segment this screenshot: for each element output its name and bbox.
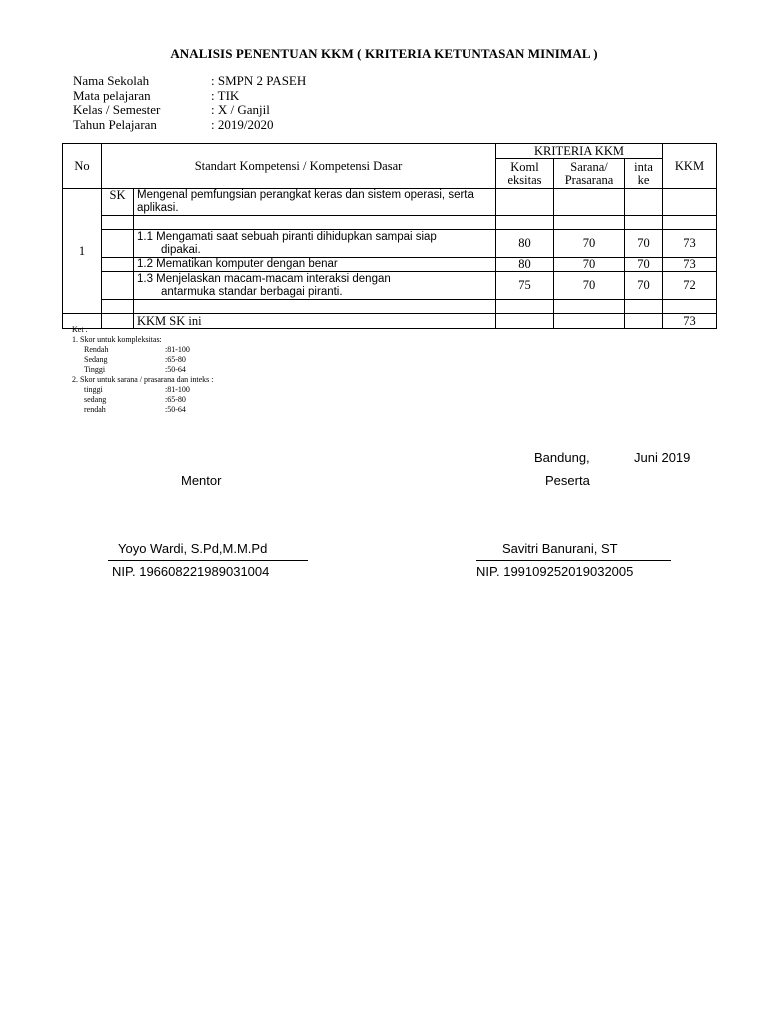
signature-place: Bandung, (534, 450, 590, 465)
info-row-school (73, 74, 306, 89)
table-cell (625, 216, 663, 230)
info-value: : 2019/2020 (211, 116, 274, 132)
table-cell (496, 216, 554, 230)
notes-item: 2. Skor untuk sarana / prasarana dan inteks : (72, 375, 214, 384)
notes-key: sedang (84, 395, 107, 404)
document-title: ANALISIS PENENTUAN KKM ( KRITERIA KETUNTASAN MINIMAL ) (170, 46, 598, 61)
kd-text (134, 272, 496, 300)
notes-key: rendah (84, 405, 106, 414)
kd-sarana: 70 (554, 272, 625, 300)
mentor-nip: NIP. 196608221989031004 (112, 564, 270, 579)
row-number: 1 (63, 189, 102, 314)
info-row-year (73, 118, 306, 133)
info-label: Mata pelajaran (73, 87, 151, 103)
table-cell (496, 314, 554, 329)
mentor-role: Mentor (181, 473, 222, 488)
kd-sarana: 70 (554, 230, 625, 258)
notes-key: Tinggi (84, 365, 106, 374)
info-label: Kelas / Semester (73, 102, 161, 117)
sk-label: SK (102, 189, 134, 216)
table-cell (134, 216, 496, 230)
info-row-class (73, 103, 306, 118)
peserta-role: Peserta (545, 473, 590, 488)
school-info (73, 74, 306, 132)
notes-value: :81-100 (165, 345, 190, 354)
table-cell (496, 300, 554, 314)
sk-text: Mengenal pemfungsian perangkat keras dan sistem operasi, serta aplikasi. (134, 189, 496, 216)
table-cell (102, 216, 134, 230)
header-text: inta (634, 159, 653, 174)
table-cell (102, 272, 134, 300)
notes-value: :81-100 (165, 385, 190, 394)
table-cell (496, 189, 554, 216)
kd-line: 1.2 Mematikan komputer dengan benar (137, 258, 338, 270)
header-kompleksitas (496, 159, 554, 189)
info-value: : TIK (211, 87, 240, 103)
kkm-table (62, 143, 717, 329)
notes-value: :50-64 (165, 365, 186, 374)
kd-intake: 70 (625, 230, 663, 258)
kd-kkm: 72 (663, 272, 717, 300)
table-cell (102, 258, 134, 272)
notes-key: Sedang (84, 355, 108, 364)
kd-text (134, 230, 496, 258)
info-value: : X / Ganjil (211, 102, 270, 117)
header-sarana (554, 159, 625, 189)
table-cell (554, 216, 625, 230)
info-value: : SMPN 2 PASEH (211, 73, 307, 88)
notes-key: tinggi (84, 385, 103, 394)
table-cell (663, 216, 717, 230)
kd-text (134, 258, 496, 272)
info-label: Nama Sekolah (73, 73, 150, 88)
table-cell (554, 314, 625, 329)
kd-line: antarmuka standar berbagai piranti. (161, 285, 343, 298)
kd-koml: 80 (496, 258, 554, 272)
kkm-sk-value: 73 (663, 314, 717, 329)
info-label: Tahun Pelajaran (73, 116, 157, 132)
header-text: eksitas (507, 172, 542, 187)
peserta-name: Savitri Banurani, ST (502, 541, 618, 556)
mentor-signature-line (108, 560, 308, 561)
notes-row (72, 385, 214, 395)
table-cell (102, 300, 134, 314)
info-row-subject (73, 89, 306, 104)
table-cell (625, 314, 663, 329)
notes (72, 325, 214, 415)
kd-kkm: 73 (663, 258, 717, 272)
header-intake (625, 159, 663, 189)
notes-value: :65-80 (165, 395, 186, 404)
mentor-name: Yoyo Wardi, S.Pd,M.M.Pd (118, 541, 268, 556)
kd-intake: 70 (625, 258, 663, 272)
notes-value: :50-64 (165, 405, 186, 414)
notes-value: :65-80 (165, 355, 186, 364)
table-cell (102, 230, 134, 258)
notes-row (72, 355, 214, 365)
kkm-sk-label: KKM SK ini (134, 314, 496, 329)
kd-line: dipakai. (161, 243, 201, 256)
header-text: Koml (510, 159, 539, 174)
table-cell (134, 300, 496, 314)
header-kkm: KKM (663, 144, 717, 189)
header-standart: Standart Kompetensi / Kompetensi Dasar (102, 144, 496, 189)
kd-intake: 70 (625, 272, 663, 300)
table-cell (554, 189, 625, 216)
peserta-nip: NIP. 199109252019032005 (476, 564, 634, 579)
table-cell (625, 300, 663, 314)
notes-title: Ket : (72, 325, 88, 334)
kd-koml: 75 (496, 272, 554, 300)
peserta-signature-line (476, 560, 671, 561)
signature-date: Juni 2019 (634, 450, 691, 465)
notes-row (72, 405, 214, 415)
table-cell (625, 189, 663, 216)
kd-line: 1.3 Menjelaskan macam-macam interaksi dengan (137, 272, 391, 285)
notes-key: Rendah (84, 345, 109, 354)
table-cell (663, 300, 717, 314)
kd-kkm: 73 (663, 230, 717, 258)
notes-row (72, 345, 214, 355)
header-no: No (63, 144, 102, 189)
header-text: ke (637, 172, 650, 187)
header-text: Prasarana (564, 172, 614, 187)
notes-row (72, 395, 214, 405)
notes-item: 1. Skor untuk kompleksitas: (72, 335, 162, 344)
kd-line: 1.1 Mengamati saat sebuah piranti dihidupkan sampai siap (137, 230, 437, 243)
table-cell (663, 189, 717, 216)
header-text: Sarana/ (570, 159, 608, 174)
kd-koml: 80 (496, 230, 554, 258)
table-cell (554, 300, 625, 314)
notes-row (72, 365, 214, 375)
kd-sarana: 70 (554, 258, 625, 272)
header-kriteria: KRITERIA KKM (496, 144, 663, 159)
